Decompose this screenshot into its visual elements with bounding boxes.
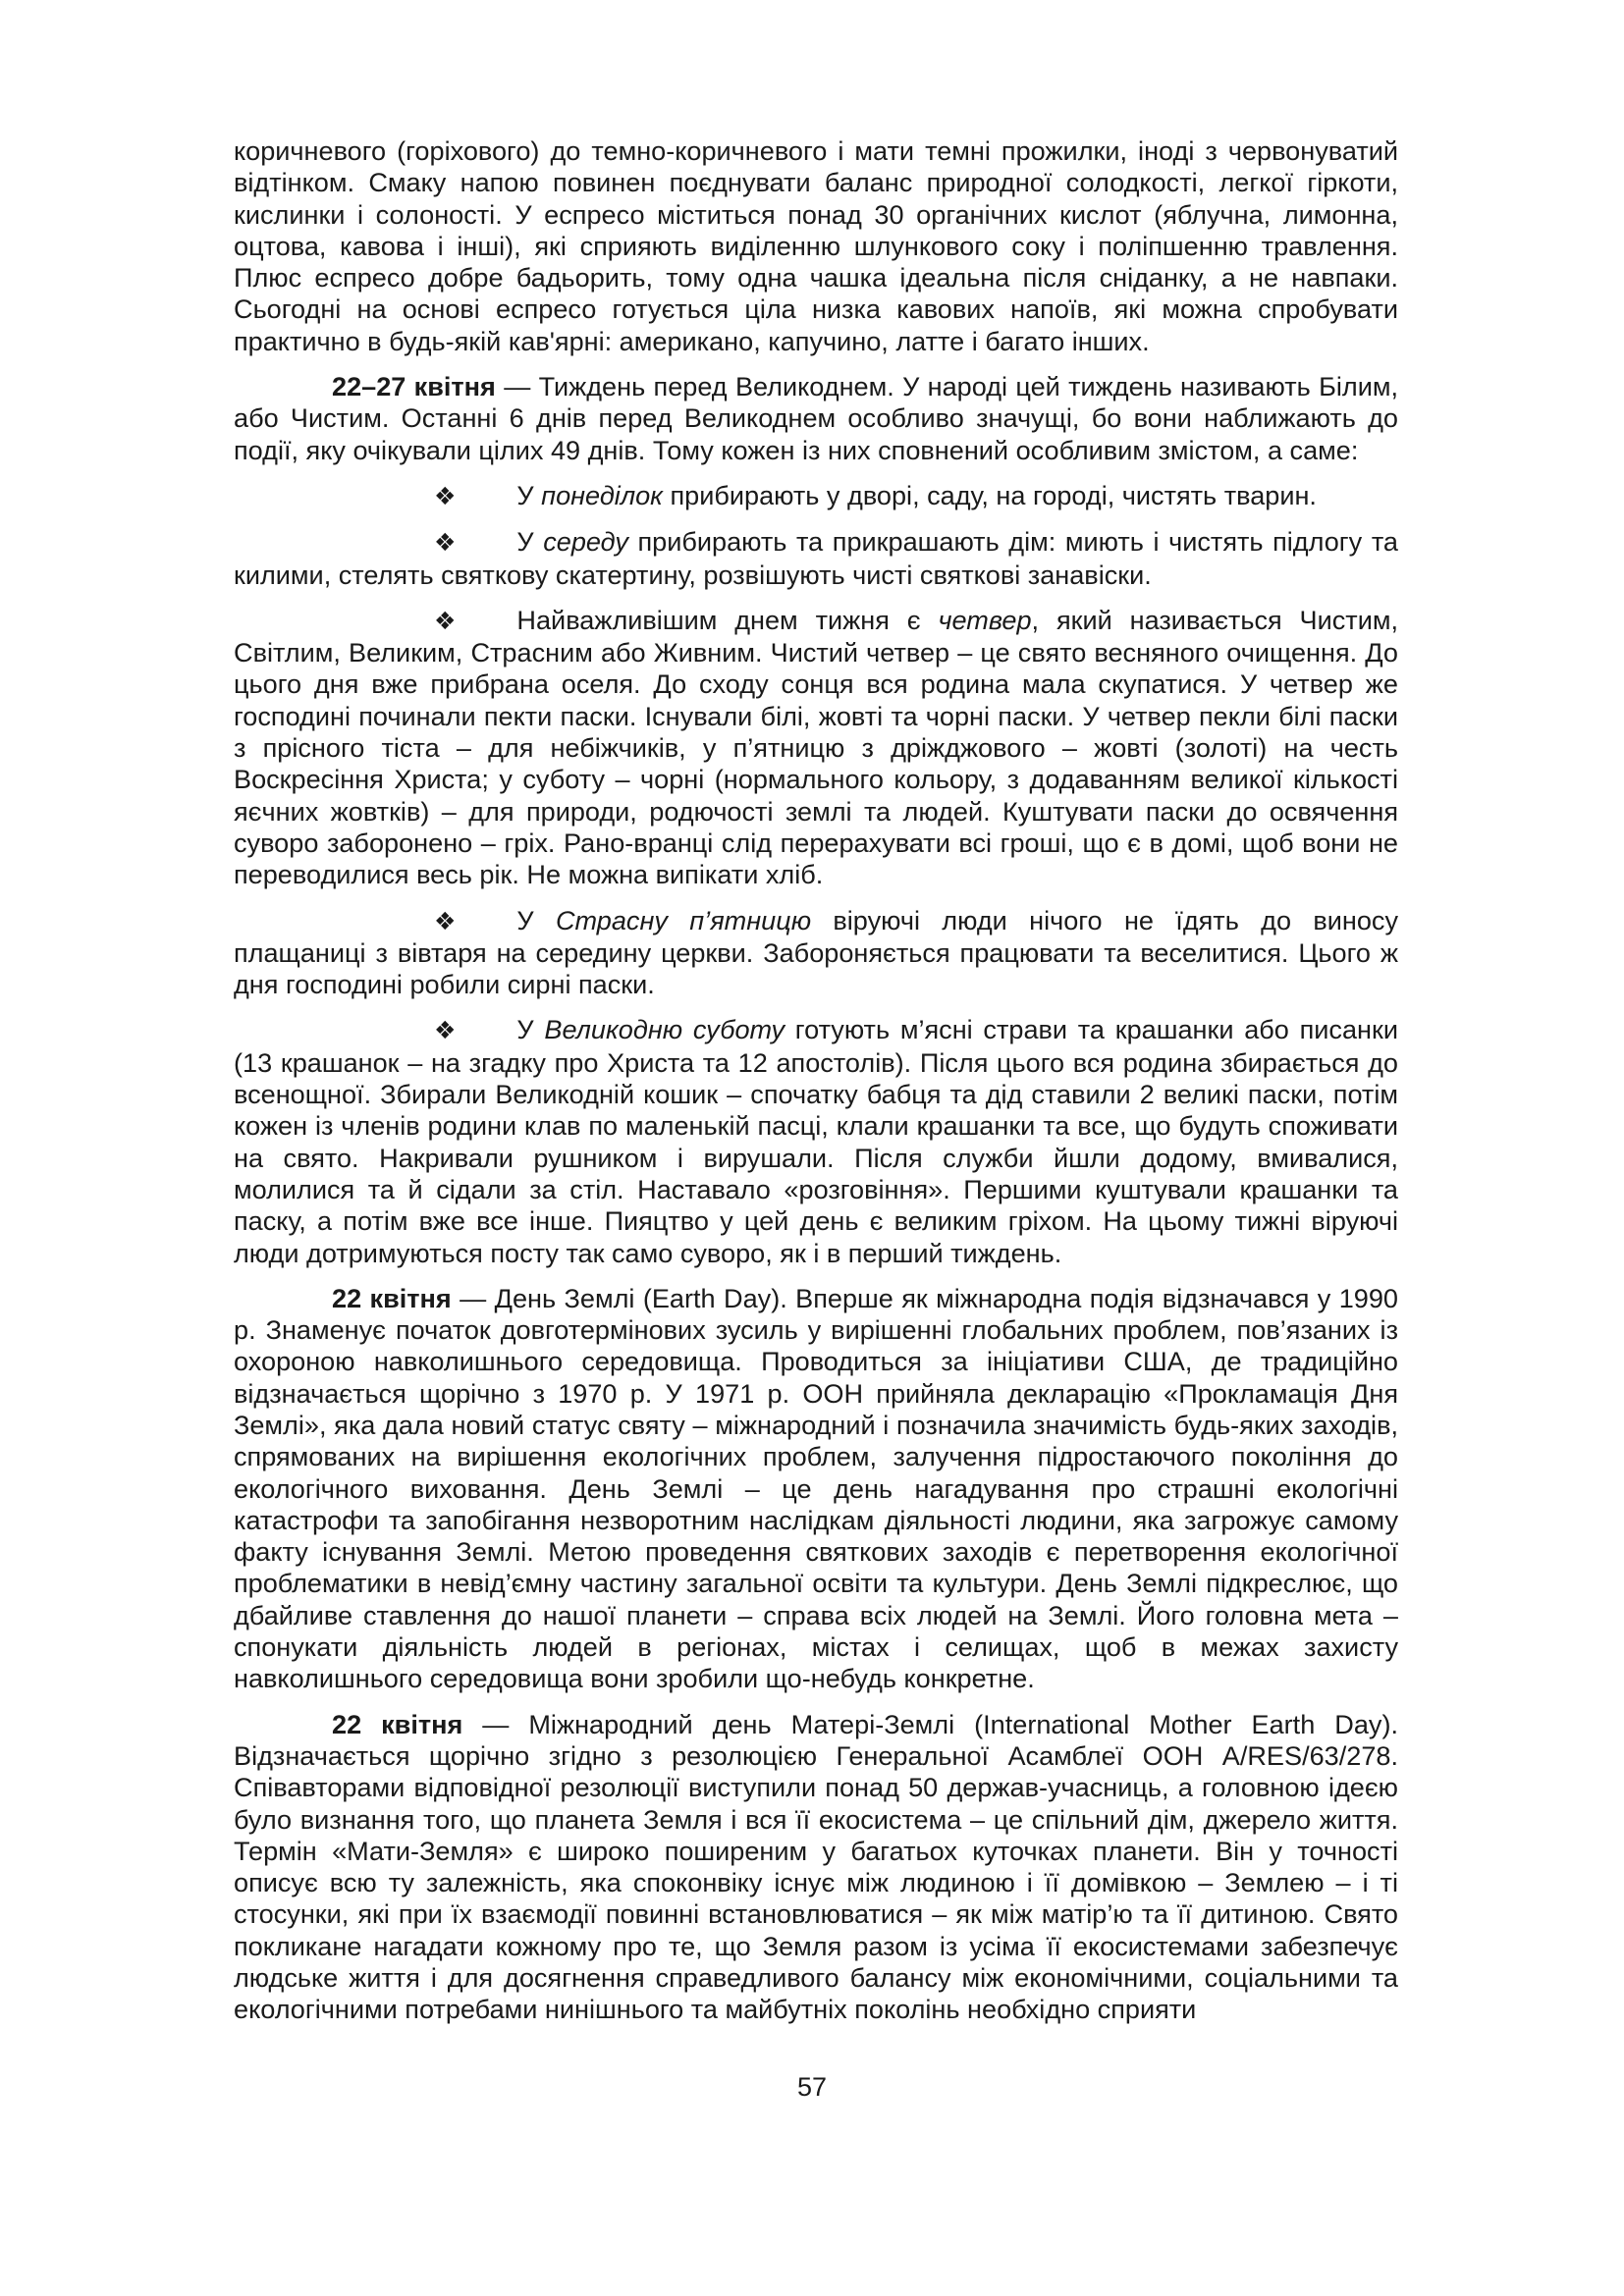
bullet-diamond-icon: ❖ [434, 1017, 457, 1045]
entry-paragraph [234, 1283, 1398, 1695]
bullet-diamond-icon: ❖ [434, 529, 457, 558]
paragraph-text: Найважливішим днем тижня є [516, 604, 939, 635]
bullet-paragraph [234, 1014, 1398, 1268]
paragraph-text: віруючі люди нічого не їдять до виносу плащаниці з вівтаря на середину церкви. Забороняється працювати та веселитися. Цього ж дня господині робили сирні паски. [234, 904, 1398, 1000]
emphasis-text: Страсну п’ятницю [555, 904, 812, 935]
bullet-paragraph [234, 526, 1398, 591]
date-heading: 22–27 квітня [332, 371, 496, 402]
date-heading: 22 квітня [332, 1708, 463, 1739]
emphasis-text: понеділок [541, 479, 663, 510]
continuation-paragraph [234, 135, 1398, 357]
emphasis-text: Великодню суботу [544, 1014, 785, 1045]
paragraph-text: прибирають та прикрашають дім: миють і чистять підлогу та килими, стелять святкову скатертину, розвішують чисті святкові занавіски. [234, 526, 1398, 590]
bullet-paragraph [234, 905, 1398, 1001]
bullet-diamond-icon: ❖ [434, 907, 457, 935]
date-heading: 22 квітня [332, 1282, 452, 1313]
paragraph-text: У [516, 479, 542, 510]
paragraph-text: — День Землі (Earth Day). Вперше як міжнародна подія відзначався у 1990 р. Знаменує початок довготермінових зусиль у вирішенні глобальних проблем, пов’язаних із охороною навколишнього середовища. Проводиться за ініціативи США, де традиційно відзначається щорічно з 1970 р. У 1971 р. ООН прийняла декларацію «Прокламація Дня Землі», яка дала новий статус святу – міжнародний і позначила значимість будь-яких заходів, спрямованих на вирішення екологічних проблем, залучення підростаючого покоління до екологічного виховання. День Землі – це день нагадування про страшні екологічні катастрофи та запобігання незворотним наслідкам діяльності людини, яка загрожує самому факту існування Землі. Метою проведення святкових заходів є перетворення екологічної проблематики в невід’ємну частину загальної освіти та культури. День Землі підкреслює, що дбайливе ставлення до нашої планети – справа всіх людей на Землі. Його головна мета – спонукати діяльність людей в регіонах, містах і селищах, щоб в межах захисту навколишнього середовища вони зробили що-небудь конкретне. [234, 1282, 1398, 1694]
bullet-diamond-icon: ❖ [434, 482, 457, 510]
bullet-diamond-icon: ❖ [434, 607, 457, 635]
text-flow [234, 135, 1398, 2026]
emphasis-text: четвер [938, 604, 1032, 635]
paragraph-text: , який називається Чистим, Світлим, Великим, Страсним або Живним. Чистий четвер – це свято весняного очищення. До цього дня вже прибрана оселя. До сходу сонця вся родина мала скупатися. У четвер же господині починали пекти паски. Існували білі, жовті та чорні паски. У четвер пекли білі паски з прісного тіста – для небіжчиків, у п’ятницю з дріжджового – жовті (золоті) на честь Воскресіння Христа; у суботу – чорні (нормального кольору, з додаванням великої кількості яєчних жовтків) – для природи, родючості землі та людей. Куштувати паски до освячення суворо заборонено – гріх. Рано-вранці слід перерахувати всі гроші, що є в домі, щоб вони не переводилися весь рік. Не можна випікати хліб. [234, 604, 1398, 890]
paragraph-text: готують м’ясні страви та крашанки або писанки (13 крашанок – на згадку про Христа та 12 апостолів). Після цього вся родина збирається до всенощної. Збирали Великодній кошик – спочатку бабця та дід ставили 2 великі паски, потім кожен із членів родини клав по маленькій пасці, клали крашанки та все, що будуть споживати на свято. Накривали рушником і вирушали. Після служби йшли додому, вмивалися, молилися та й сідали за стіл. Наставало «розговіння». Першими куштували крашанки та паску, а потім вже все інше. Пияцтво у цей день є великим гріхом. На цьому тижні віруючі люди дотримуються посту так само суворо, як і в перший тиждень. [234, 1014, 1398, 1268]
paragraph-text: — Тиждень перед Великоднем. У народі цей тиждень називають Білим, або Чистим. Останні 6 днів перед Великоднем особливо значущі, бо вони наближають до події, яку очікували цілих 49 днів. Тому кожен із них сповнений особливим змістом, а саме: [234, 371, 1398, 465]
paragraph-text: коричневого (горіхового) до темно-коричневого і мати темні прожилки, іноді з червонуватий відтінком. Смаку напою повинен поєднувати баланс природної солодкості, легкої гіркоти, кислинки і солоності. У еспресо міститься понад 30 органічних кислот (яблучна, лимонна, оцтова, кавова і інші), які сприяють виділенню шлункового соку і поліпшенню травлення. Плюс еспресо добре бадьорить, тому одна чашка ідеальна після сніданку, а не навпаки. Сьогодні на основі еспресо готується ціла низка кавових напоїв, які можна спробувати практично в будь-якій кав'ярні: американо, капучино, латте і багато інших. [234, 135, 1398, 356]
emphasis-text: середу [543, 526, 628, 558]
paragraph-text: — Міжнародний день Матері-Землі (International Mother Earth Day). Відзначається щорічно згідно з резолюцією Генеральної Асамблеї ООН A/RES/63/278. Співавторами відповідної резолюції виступили понад 50 держав-учасниць, а головною ідеєю було визнання того, що планета Земля і вся її екосистема – це спільний дім, джерело життя. Термін «Мати-Земля» є широко поширеним у багатьох куточках планети. Він у точності описує всю ту залежність, яка споконвіку існує між людиною і її домівкою – Землею – і ті стосунки, які при їх взаємодії повинні встановлюватися – як між матір’ю та її дитиною. Свято покликане нагадати кожному про те, що Земля разом із усіма її екосистемами забезпечує людське життя і для досягнення справедливого балансу між економічними, соціальними та екологічними потребами нинішнього та майбутніх поколінь необхідно сприяти [234, 1708, 1398, 2025]
bullet-paragraph [234, 605, 1398, 891]
bullet-paragraph [234, 480, 1398, 512]
paragraph-text: прибирають у дворі, саду, на городі, чистять тварин. [662, 479, 1317, 510]
paragraph-text: У [516, 526, 544, 558]
page-body [234, 135, 1398, 2040]
paragraph-text: У [516, 904, 556, 935]
page-number: 57 [796, 2072, 828, 2102]
entry-paragraph [234, 1709, 1398, 2026]
paragraph-text: У [516, 1014, 545, 1045]
entry-paragraph [234, 371, 1398, 466]
